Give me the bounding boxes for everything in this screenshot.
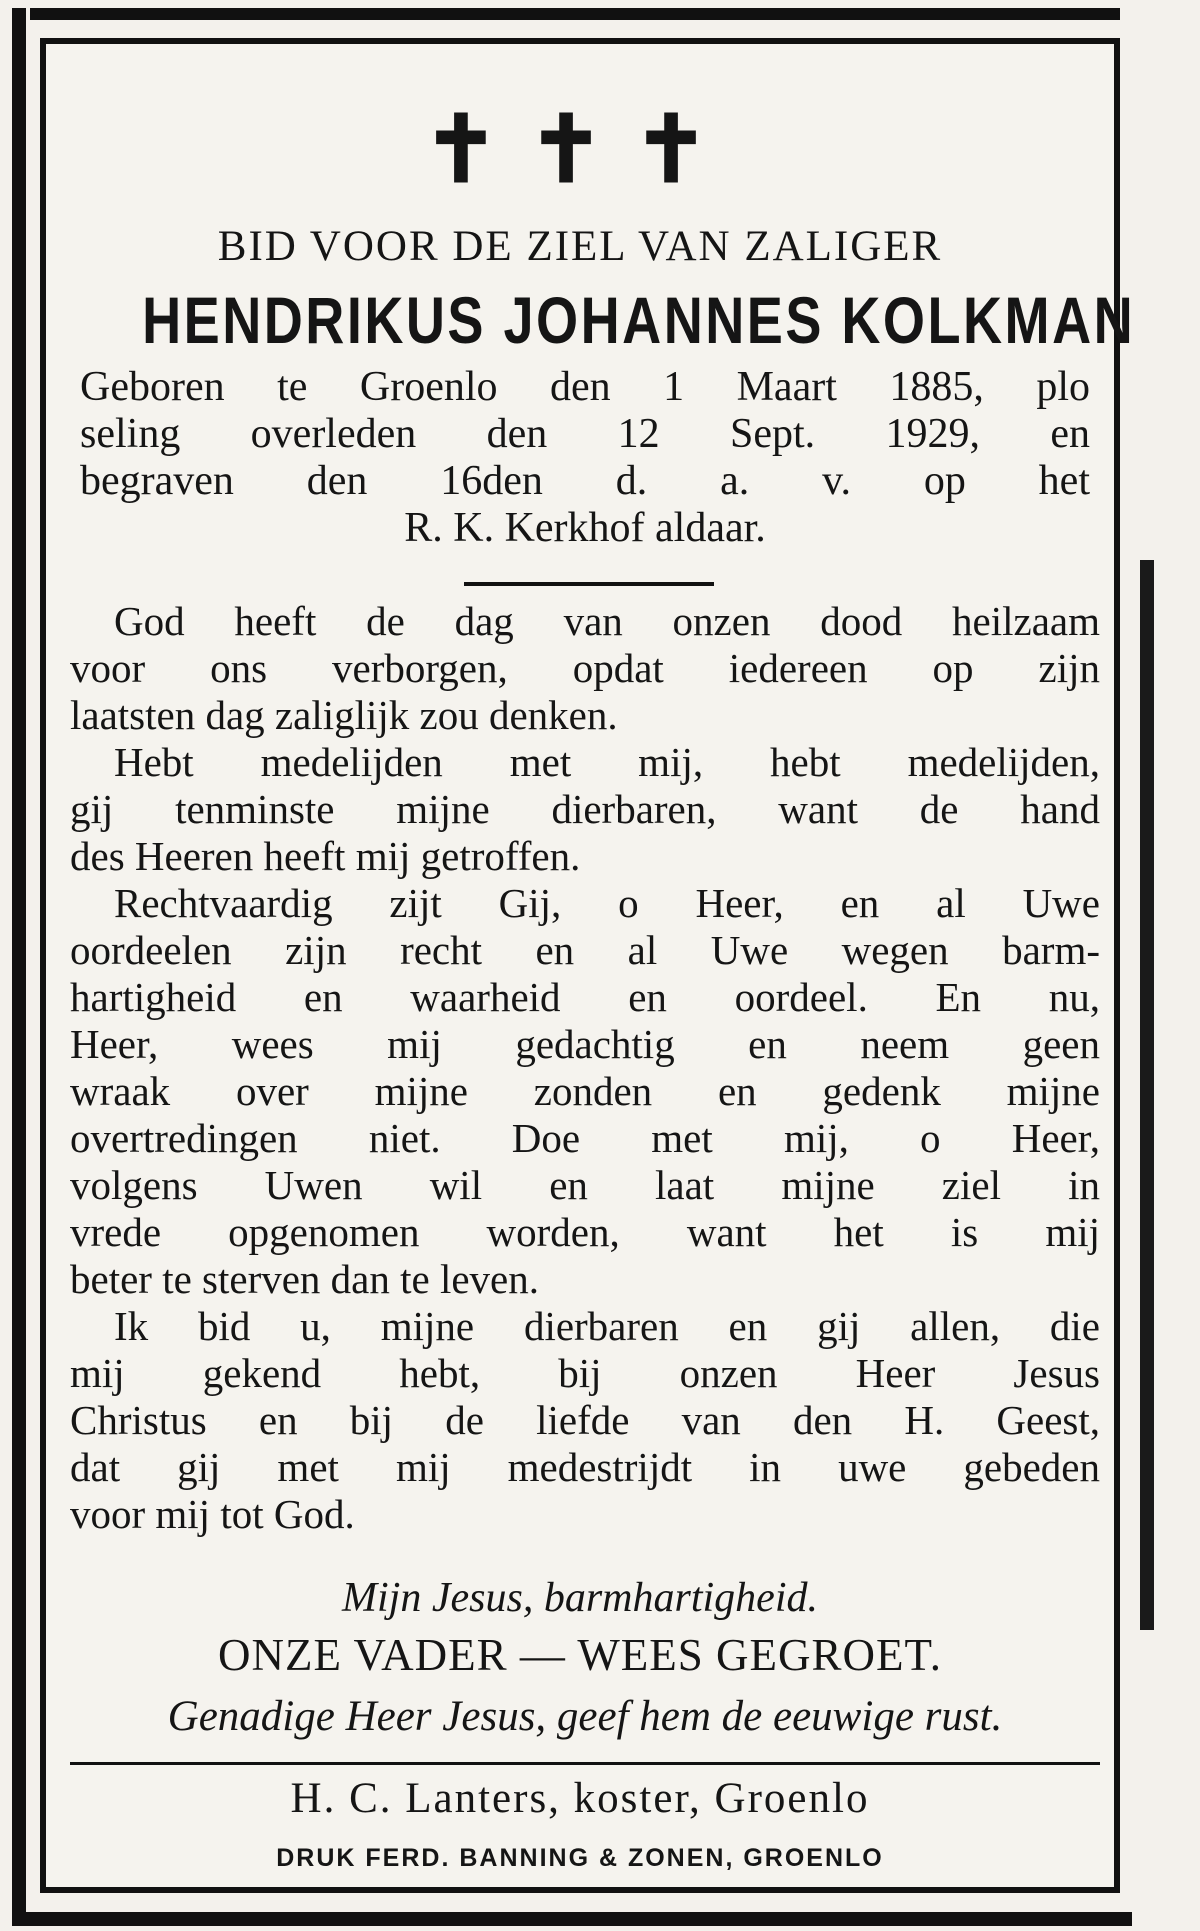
- body-line: Heer, wees mij gedachtig en neem geen: [70, 1021, 1100, 1067]
- body-line: voor mij tot God.: [70, 1491, 355, 1537]
- frame-border-left: [12, 8, 26, 1923]
- body-line: Ik bid u, mijne dierbaren en gij allen, die: [114, 1303, 1100, 1349]
- prayer-text: [70, 598, 1100, 1538]
- body-line: oordeelen zijn recht en al Uwe wegen barm-: [70, 927, 1100, 973]
- frame-border-bottom: [12, 1912, 1132, 1926]
- prayer-jesus: Mijn Jesus, barmhartigheid.: [342, 1575, 818, 1621]
- body-line: laatsten dag zaliglijk zou denken.: [70, 692, 618, 738]
- prayer-eeuwige-rust: Genadige Heer Jesus, geef hem de eeuwige rust.: [167, 1693, 1003, 1740]
- body-line: Rechtvaardig zijt Gij, o Heer, en al Uwe: [114, 880, 1100, 926]
- body-line: God heeft de dag van onzen dood heilzaam: [114, 598, 1100, 644]
- prayer-onze-vader: ONZE VADER — WEES GEGROET.: [218, 1630, 942, 1680]
- body-line: Christus en bij de liefde van den H. Geest,: [70, 1397, 1100, 1443]
- body-line: wraak over mijne zonden en gedenk mijne: [70, 1068, 1100, 1114]
- body-line: vrede opgenomen worden, want het is mij: [70, 1209, 1100, 1255]
- dates-line: seling overleden den 12 Sept. 1929, en: [80, 411, 1090, 457]
- body-line: beter te sterven dan te leven.: [70, 1256, 539, 1302]
- body-line: mij gekend hebt, bij onzen Heer Jesus: [70, 1350, 1100, 1396]
- body-line: dat gij met mij medestrijdt in uwe gebeden: [70, 1444, 1100, 1490]
- body-line: Hebt medelijden met mij, hebt medelijden,: [114, 739, 1100, 785]
- dates-paragraph: [80, 364, 1090, 552]
- sexton-credit: H. C. Lanters, koster, Groenlo: [290, 1775, 870, 1822]
- divider-short: [464, 582, 714, 586]
- dates-line: begraven den 16den d. a. v. op het: [80, 458, 1090, 504]
- frame-border-right: [1140, 560, 1154, 1630]
- card-heading: BID VOOR DE ZIEL VAN ZALIGER: [217, 223, 943, 270]
- divider-full: [70, 1762, 1100, 1765]
- body-line: overtredingen niet. Doe met mij, o Heer,: [70, 1115, 1100, 1161]
- deceased-name: HENDRIKUS JOHANNES KOLKMAN: [142, 283, 1136, 357]
- printer-credit: DRUK FERD. BANNING & ZONEN, GROENLO: [276, 1844, 884, 1872]
- memorial-card: [40, 38, 1136, 1893]
- dates-line: Geboren te Groenlo den 1 Maart 1885, plo: [80, 364, 1090, 410]
- dates-line: R. K. Kerkhof aldaar.: [404, 505, 766, 551]
- crosses-icon: ✝✝✝: [422, 95, 738, 203]
- body-line: des Heeren heeft mij getroffen.: [70, 833, 581, 879]
- body-line: hartigheid en waarheid en oordeel. En nu,: [70, 974, 1100, 1020]
- body-line: gij tenminste mijne dierbaren, want de hand: [70, 786, 1100, 832]
- body-line: volgens Uwen wil en laat mijne ziel in: [70, 1162, 1100, 1208]
- frame-border-top: [30, 8, 1120, 20]
- body-line: voor ons verborgen, opdat iedereen op zijn: [70, 645, 1100, 691]
